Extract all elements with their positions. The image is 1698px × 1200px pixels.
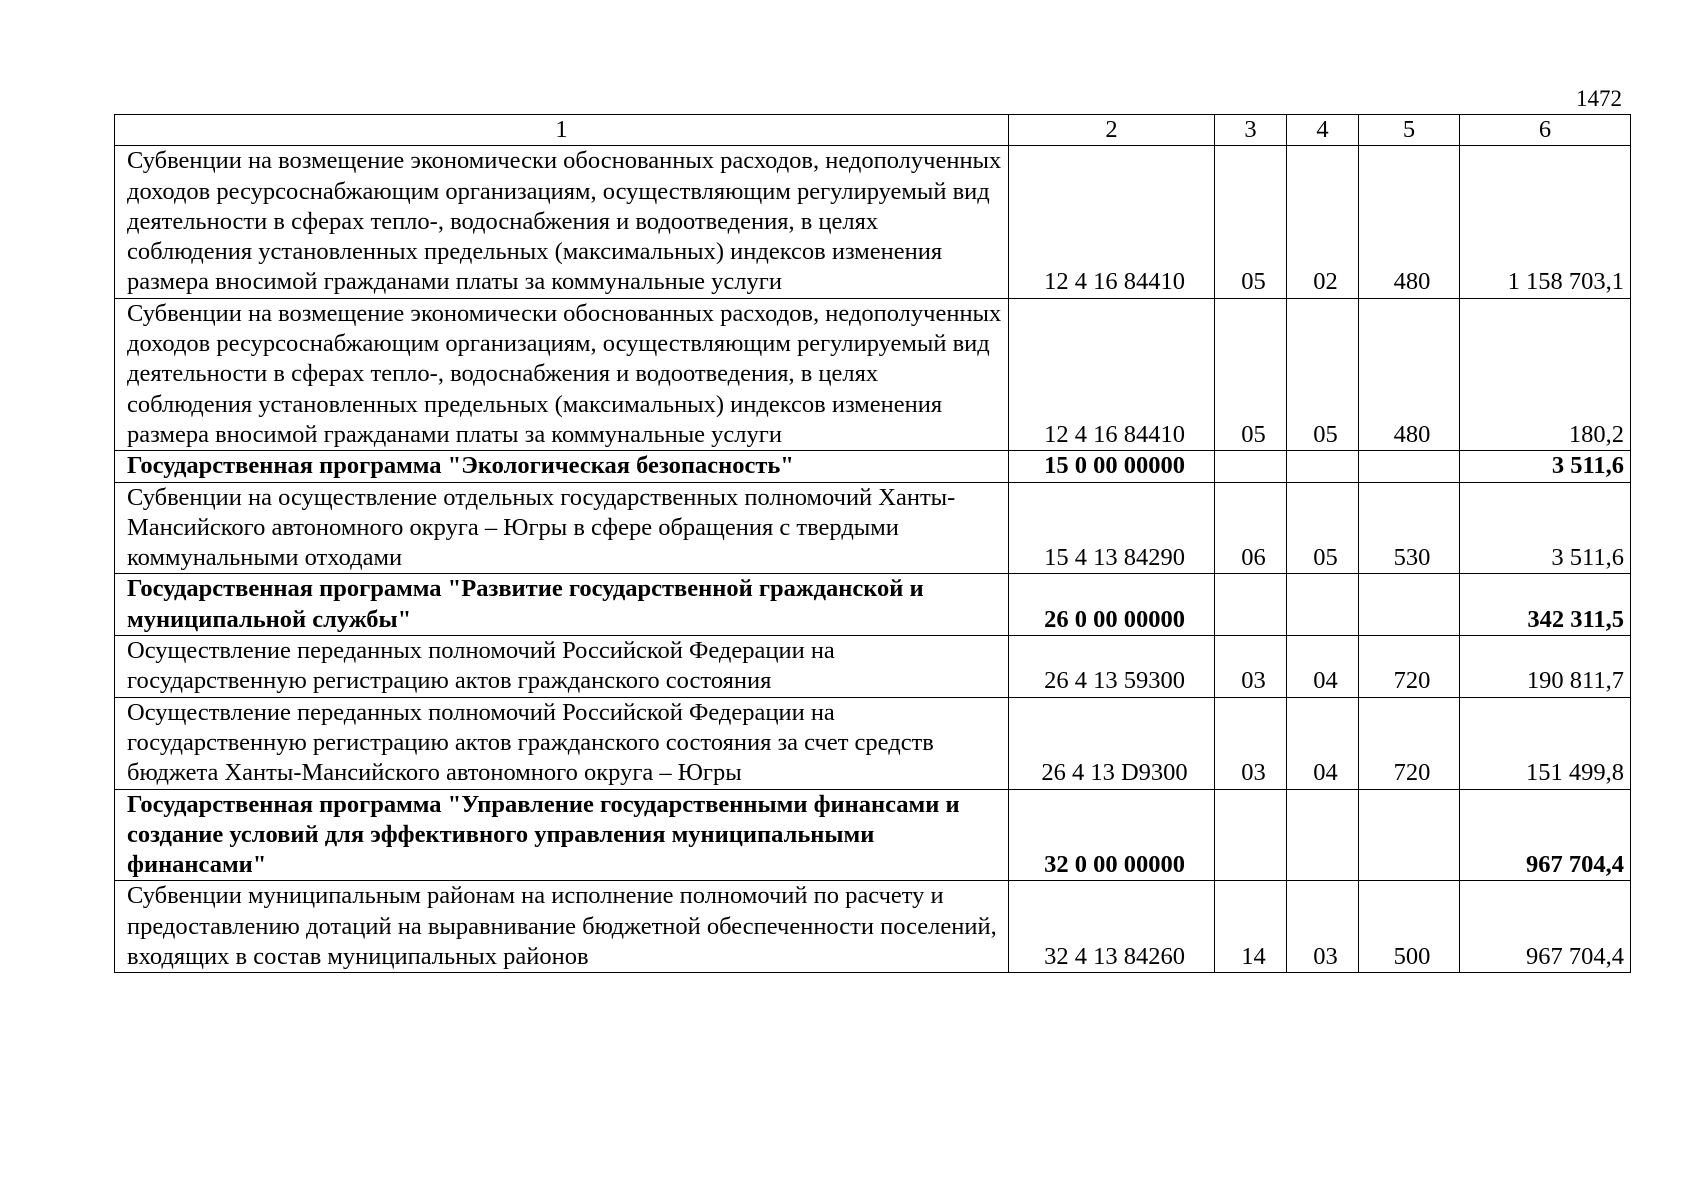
- row-col5: 480: [1359, 146, 1460, 298]
- row-col4: [1287, 574, 1359, 636]
- row-col4: 05: [1287, 298, 1359, 450]
- row-code: 32 4 13 84260: [1009, 881, 1215, 973]
- header-col-4: 4: [1287, 115, 1359, 146]
- row-amount: 190 811,7: [1460, 636, 1631, 698]
- row-col4: 02: [1287, 146, 1359, 298]
- header-col-1: 1: [115, 115, 1009, 146]
- row-col3: 03: [1215, 697, 1287, 789]
- row-col3: 03: [1215, 636, 1287, 698]
- table-row: [115, 482, 1631, 574]
- row-col3: [1215, 789, 1287, 881]
- row-col3: 06: [1215, 482, 1287, 574]
- table-row: [115, 574, 1631, 636]
- row-col5: 530: [1359, 482, 1460, 574]
- row-amount: 967 704,4: [1460, 789, 1631, 881]
- row-col5: 720: [1359, 697, 1460, 789]
- row-col4: [1287, 451, 1359, 482]
- row-amount: 1 158 703,1: [1460, 146, 1631, 298]
- row-code: 32 0 00 00000: [1009, 789, 1215, 881]
- header-col-3: 3: [1215, 115, 1287, 146]
- table-row: [115, 298, 1631, 450]
- row-col4: 05: [1287, 482, 1359, 574]
- table-header-row: [115, 115, 1631, 146]
- row-code: 26 4 13 59300: [1009, 636, 1215, 698]
- row-col5: 500: [1359, 881, 1460, 973]
- row-col4: 03: [1287, 881, 1359, 973]
- header-col-5: 5: [1359, 115, 1460, 146]
- table-row: [115, 697, 1631, 789]
- row-name: Субвенции на возмещение экономически обоснованных расходов, недополученных доходов ресурсоснабжающим организациям, осуществляющим регулируемый вид деятельности в сферах тепло-, водоснабжения и водоотведения, в целях соблюдения установленных предельных (максимальных) индексов изменения размера вносимой гражданами платы за коммунальные услуги: [115, 298, 1009, 450]
- header-col-6: 6: [1460, 115, 1631, 146]
- row-name: Осуществление переданных полномочий Российской Федерации на государственную регистрацию актов гражданского состояния: [115, 636, 1009, 698]
- row-name: Субвенции на возмещение экономически обоснованных расходов, недополученных доходов ресурсоснабжающим организациям, осуществляющим регулируемый вид деятельности в сферах тепло-, водоснабжения и водоотведения, в целях соблюдения установленных предельных (максимальных) индексов изменения размера вносимой гражданами платы за коммунальные услуги: [115, 146, 1009, 298]
- row-name: Субвенции на осуществление отдельных государственных полномочий Ханты-Мансийского автономного округа – Югры в сфере обращения с твердыми коммунальными отходами: [115, 482, 1009, 574]
- row-col5: 720: [1359, 636, 1460, 698]
- row-col4: [1287, 789, 1359, 881]
- row-col3: [1215, 451, 1287, 482]
- header-col-2: 2: [1009, 115, 1215, 146]
- row-code: 26 0 00 00000: [1009, 574, 1215, 636]
- row-amount: 342 311,5: [1460, 574, 1631, 636]
- row-amount: 151 499,8: [1460, 697, 1631, 789]
- row-code: 26 4 13 D9300: [1009, 697, 1215, 789]
- row-col5: [1359, 451, 1460, 482]
- row-code: 15 4 13 84290: [1009, 482, 1215, 574]
- table-row: [115, 789, 1631, 881]
- row-col3: 05: [1215, 298, 1287, 450]
- row-name: Субвенции муниципальным районам на исполнение полномочий по расчету и предоставлению дотаций на выравнивание бюджетной обеспеченности поселений, входящих в состав муниципальных районов: [115, 881, 1009, 973]
- table-row: [115, 146, 1631, 298]
- page-number: 1472: [1576, 86, 1622, 111]
- row-amount: 3 511,6: [1460, 451, 1631, 482]
- row-col3: [1215, 574, 1287, 636]
- budget-table: [114, 114, 1631, 973]
- row-col3: 05: [1215, 146, 1287, 298]
- row-name: Государственная программа "Управление государственными финансами и создание условий для эффективного управления муниципальными финансами": [115, 789, 1009, 881]
- table-row: [115, 451, 1631, 482]
- row-col5: 480: [1359, 298, 1460, 450]
- table-row: [115, 636, 1631, 698]
- row-code: 12 4 16 84410: [1009, 146, 1215, 298]
- row-amount: 967 704,4: [1460, 881, 1631, 973]
- table-row: [115, 881, 1631, 973]
- row-name: Государственная программа "Экологическая безопасность": [115, 451, 1009, 482]
- row-amount: 180,2: [1460, 298, 1631, 450]
- row-col4: 04: [1287, 636, 1359, 698]
- row-code: 15 0 00 00000: [1009, 451, 1215, 482]
- row-col5: [1359, 789, 1460, 881]
- row-amount: 3 511,6: [1460, 482, 1631, 574]
- row-col3: 14: [1215, 881, 1287, 973]
- row-name: Осуществление переданных полномочий Российской Федерации на государственную регистрацию актов гражданского состояния за счет средств бюджета Ханты-Мансийского автономного округа – Югры: [115, 697, 1009, 789]
- row-col4: 04: [1287, 697, 1359, 789]
- row-name: Государственная программа "Развитие государственной гражданской и муниципальной службы": [115, 574, 1009, 636]
- row-code: 12 4 16 84410: [1009, 298, 1215, 450]
- row-col5: [1359, 574, 1460, 636]
